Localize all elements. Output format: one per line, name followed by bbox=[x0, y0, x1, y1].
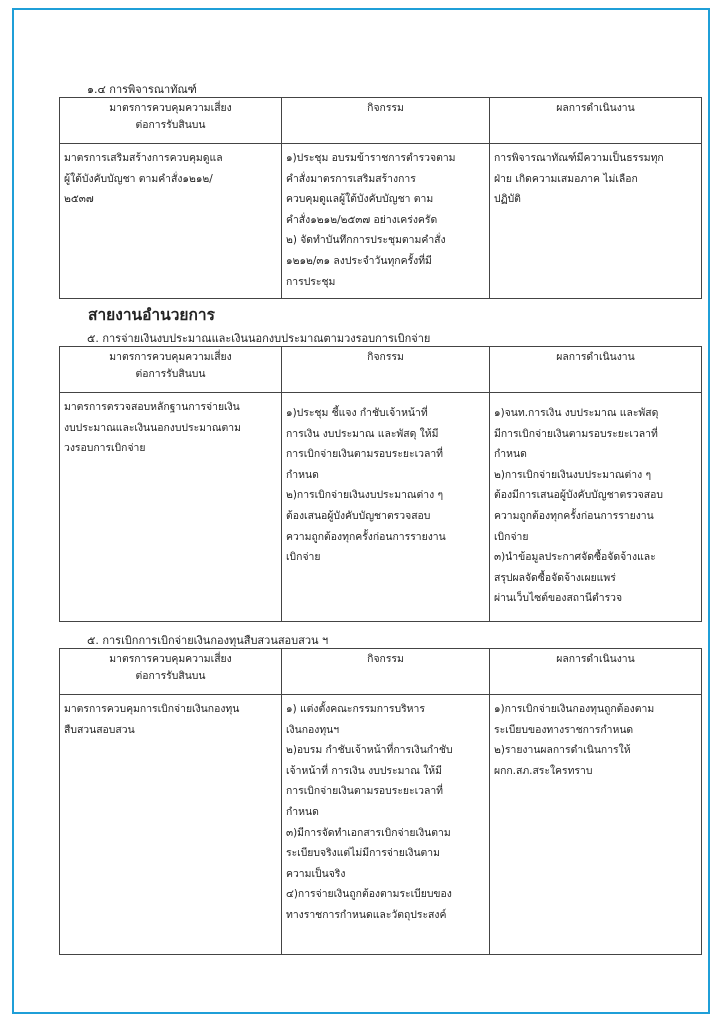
cell-text-line: ๓)นำข้อมูลประกาศจัดซื้อจัดจ้างและ bbox=[494, 551, 656, 564]
header-activity bbox=[282, 649, 490, 695]
table-5b bbox=[59, 648, 702, 955]
cell-text-line: ๒)การเบิกจ่ายเงินงบประมาณต่าง ๆ bbox=[286, 489, 444, 502]
cell-text-line: ผู้ใต้บังคับบัญชา ตามคำสั่ง๑๒๑๒/ bbox=[64, 172, 213, 185]
cell-text-line: ทางราชการกำหนดและวัตถุประสงค์ bbox=[286, 908, 447, 921]
cell-text-line: ๑๒๑๒/๓๑ ลงประจำวันทุกครั้งที่มี bbox=[286, 254, 432, 267]
section-5b-caption: ๕. การเบิกการเบิกจ่ายเงินกองทุนสืบสวนสอบสวน ฯ bbox=[87, 634, 329, 647]
cell-result bbox=[490, 144, 702, 299]
cell-text-line: ผลการดำเนินงาน bbox=[556, 102, 635, 114]
table-header-row bbox=[60, 98, 702, 144]
cell-text-line: คำสั่ง๑๒๑๒/๒๕๓๗ อย่างเคร่งครัด bbox=[286, 213, 438, 226]
cell-text-line: ๓)มีการจัดทำเอกสารเบิกจ่ายเงินตาม bbox=[286, 826, 451, 839]
cell-text-line: กำหนด bbox=[494, 448, 527, 461]
cell-text-line: ๒๕๓๗ bbox=[64, 193, 94, 206]
cell-text-line: ต่อการรับสินบน bbox=[135, 119, 206, 131]
cell-text-line: คำสั่งมาตรการเสริมสร้างการ bbox=[286, 172, 416, 185]
cell-text-line: ความถูกต้องทุกครั้งก่อนการรายงาน bbox=[494, 509, 654, 522]
cell-text-line: กิจกรรม bbox=[367, 351, 404, 363]
cell-text-line: ต่อการรับสินบน bbox=[135, 670, 206, 682]
cell-text-line: ต้องเสนอผู้บังคับบัญชาตรวจสอบ bbox=[286, 509, 431, 522]
cell-text-line: สืบสวนสอบสวน bbox=[64, 723, 135, 736]
cell-text-line: กำหนด bbox=[286, 805, 319, 818]
cell-text-line: ๒)การเบิกจ่ายเงินงบประมาณต่าง ๆ bbox=[494, 468, 652, 481]
cell-text-line: การเบิกจ่ายเงินตามรอบระยะเวลาที่ bbox=[286, 448, 444, 461]
cell-text-line: ๑) แต่งตั้งคณะกรรมการบริหาร bbox=[286, 703, 425, 715]
cell-text-line: งบประมาณและเงินนอกงบประมาณตาม bbox=[64, 421, 241, 434]
cell-text-line: การเงิน งบประมาณ และพัสดุ ให้มี bbox=[286, 427, 439, 440]
cell-text-line: มาตรการควบคุมความเสี่ยง bbox=[109, 351, 232, 363]
cell-result bbox=[490, 393, 702, 622]
cell-text-line: การเบิกจ่ายเงินตามรอบระยะเวลาที่ bbox=[286, 785, 444, 798]
cell-risk-measure bbox=[60, 393, 282, 622]
cell-text-line: เจ้าหน้าที่ การเงิน งบประมาณ ให้มี bbox=[286, 764, 442, 777]
cell-text-line: ฝ่าย เกิดความเสมอภาค ไม่เลือก bbox=[494, 172, 638, 185]
cell-text-line: ผ่านเว็บไซต์ของสถานีตำรวจ bbox=[494, 592, 623, 605]
department-heading: สายงานอำนวยการ bbox=[88, 306, 215, 324]
table-5a bbox=[59, 346, 702, 622]
header-result bbox=[490, 98, 702, 144]
cell-text-line: ระเบียบจริงแต่ไม่มีการจ่ายเงินตาม bbox=[286, 847, 440, 860]
cell-text-line: ๒)รายงานผลการดำเนินการให้ bbox=[494, 744, 631, 757]
header-result bbox=[490, 347, 702, 393]
header-risk-measure bbox=[60, 347, 282, 393]
table-row bbox=[60, 144, 702, 299]
cell-text-line: เบิกจ่าย bbox=[286, 551, 321, 564]
header-risk-measure bbox=[60, 649, 282, 695]
table-header-row bbox=[60, 649, 702, 695]
cell-text-line: มาตรการเสริมสร้างการควบคุมดูแล bbox=[64, 152, 223, 164]
table-row bbox=[60, 695, 702, 955]
cell-text-line: ระเบียบของทางราชการกำหนด bbox=[494, 723, 634, 736]
cell-text-line: การประชุม bbox=[286, 275, 336, 288]
cell-text-line: ๑)จนท.การเงิน งบประมาณ และพัสดุ bbox=[494, 407, 659, 419]
cell-activity bbox=[282, 695, 490, 955]
cell-text-line: ๑)ประชุม อบรมข้าราชการตำรวจตาม bbox=[286, 152, 456, 164]
cell-text-line: กิจกรรม bbox=[367, 102, 404, 114]
cell-text-line: กิจกรรม bbox=[367, 653, 404, 665]
cell-text-line: ผลการดำเนินงาน bbox=[556, 653, 635, 665]
cell-text-line: สรุปผลจัดซื้อจัดจ้างเผยแพร่ bbox=[494, 571, 616, 584]
header-activity bbox=[282, 98, 490, 144]
cell-text-line: วงรอบการเบิกจ่าย bbox=[64, 442, 146, 455]
header-activity bbox=[282, 347, 490, 393]
header-result bbox=[490, 649, 702, 695]
cell-text-line: ความถูกต้องทุกครั้งก่อนการรายงาน bbox=[286, 530, 446, 543]
table-1-4 bbox=[59, 97, 702, 299]
cell-risk-measure bbox=[60, 144, 282, 299]
cell-result bbox=[490, 695, 702, 955]
cell-text-line: เงินกองทุนฯ bbox=[286, 723, 340, 736]
cell-text-line: ควบคุมดูแลผู้ใต้บังคับบัญชา ตาม bbox=[286, 193, 434, 206]
cell-text-line: มีการเบิกจ่ายเงินตามรอบระยะเวลาที่ bbox=[494, 427, 658, 440]
section-5a-caption: ๕. การจ่ายเงินงบประมาณและเงินนอกงบประมาณตามวงรอบการเบิกจ่าย bbox=[87, 332, 431, 345]
cell-text-line: ผกก.สภ.สระใครทราบ bbox=[494, 764, 593, 777]
cell-text-line: ความเป็นจริง bbox=[286, 867, 346, 880]
cell-text-line: เบิกจ่าย bbox=[494, 530, 529, 543]
cell-text-line: ๒)อบรม กำชับเจ้าหน้าที่การเงินกำชับ bbox=[286, 744, 453, 757]
cell-text-line: มาตรการควบคุมความเสี่ยง bbox=[109, 102, 232, 114]
section-1-4-caption: ๑.๔ การพิจารณาทัณฑ์ bbox=[87, 83, 197, 96]
cell-text-line: ๑)การเบิกจ่ายเงินกองทุนถูกต้องตาม bbox=[494, 703, 655, 715]
cell-text-line: ๒) จัดทำบันทึกการประชุมตามคำสั่ง bbox=[286, 234, 446, 247]
cell-text-line: การพิจารณาทัณฑ์มีความเป็นธรรมทุก bbox=[494, 152, 664, 164]
cell-text-line: กำหนด bbox=[286, 468, 319, 481]
cell-activity bbox=[282, 393, 490, 622]
cell-text-line: ต่อการรับสินบน bbox=[135, 368, 206, 380]
cell-risk-measure bbox=[60, 695, 282, 955]
header-risk-measure bbox=[60, 98, 282, 144]
cell-text-line: ปฏิบัติ bbox=[494, 193, 521, 206]
cell-activity bbox=[282, 144, 490, 299]
table-header-row bbox=[60, 347, 702, 393]
cell-text-line: ต้องมีการเสนอผู้บังคับบัญชาตรวจสอบ bbox=[494, 489, 663, 502]
table-row bbox=[60, 393, 702, 622]
cell-text-line: มาตรการตรวจสอบหลักฐานการจ่ายเงิน bbox=[64, 401, 240, 413]
cell-text-line: ๔)การจ่ายเงินถูกต้องตามระเบียบของ bbox=[286, 888, 452, 901]
cell-text-line: ๑)ประชุม ชี้แจง กำชับเจ้าหน้าที่ bbox=[286, 407, 428, 419]
cell-text-line: มาตรการควบคุมความเสี่ยง bbox=[109, 653, 232, 665]
cell-text-line: มาตรการควบคุมการเบิกจ่ายเงินกองทุน bbox=[64, 703, 240, 715]
cell-text-line: ผลการดำเนินงาน bbox=[556, 351, 635, 363]
